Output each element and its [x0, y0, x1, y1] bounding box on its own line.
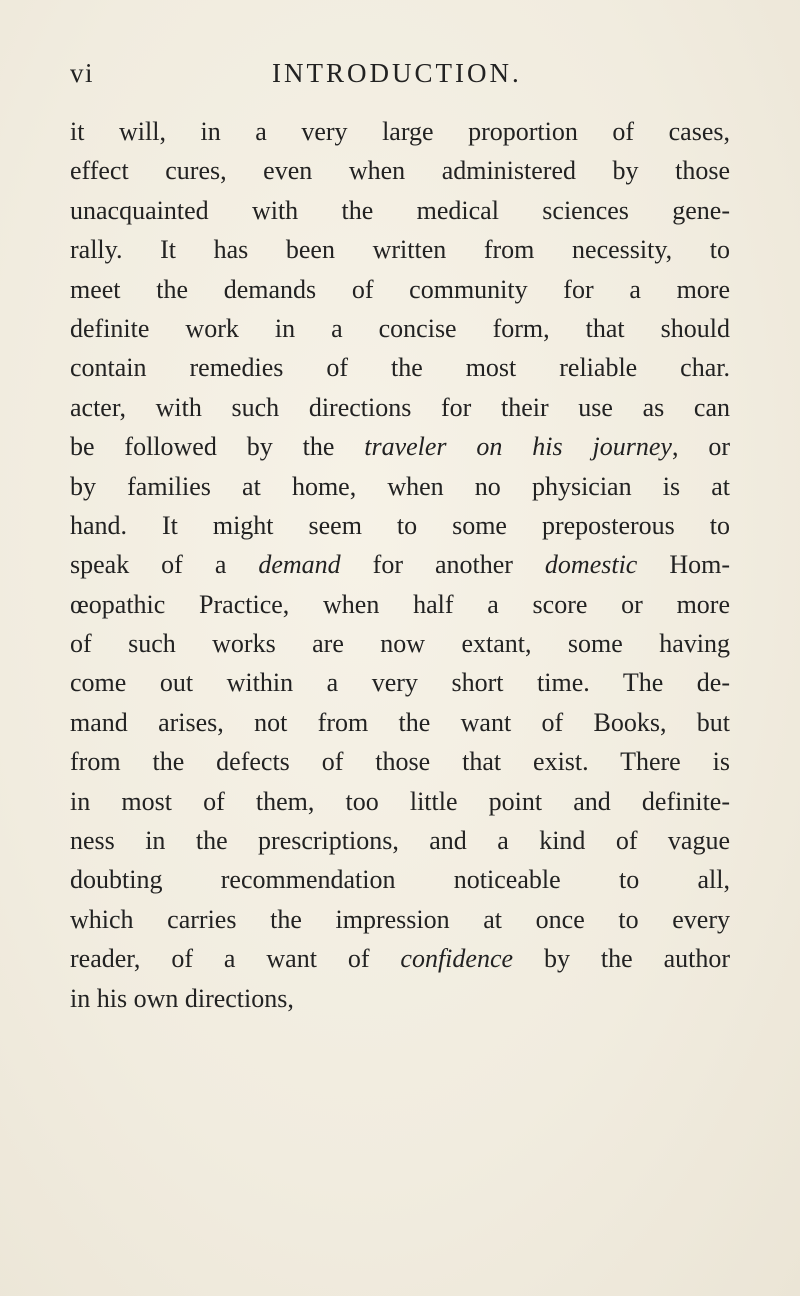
text-line	[70, 427, 730, 466]
text-line	[70, 191, 730, 230]
text-segment: come out within a very short time. The de-	[70, 668, 730, 698]
text-line	[70, 742, 730, 781]
text-segment: in his own directions,	[70, 983, 294, 1013]
text-segment: mand arises, not from the want of Books, but	[70, 707, 730, 737]
text-segment: speak of a	[70, 550, 259, 580]
text-line	[70, 348, 730, 387]
text-segment: Hom-	[637, 550, 730, 580]
text-segment: definite work in a concise form, that should	[70, 313, 730, 343]
text-segment: , or	[671, 432, 730, 462]
text-segment: hand. It might seem to some preposterous to	[70, 510, 730, 540]
text-line	[70, 230, 730, 269]
text-line	[70, 782, 730, 821]
body-text	[70, 112, 730, 1018]
text-segment: by the author	[513, 944, 730, 974]
italic-text: traveler on his journey	[364, 432, 672, 462]
text-segment: reader, of a want of	[70, 944, 401, 974]
text-segment: meet the demands of community for a more	[70, 274, 730, 304]
text-line	[70, 939, 730, 978]
text-line	[70, 151, 730, 190]
text-line	[70, 703, 730, 742]
running-head: INTRODUCTION.	[272, 58, 522, 88]
italic-text: demand	[258, 550, 341, 580]
text-segment: in most of them, too little point and definite-	[70, 786, 730, 816]
text-line	[70, 309, 730, 348]
text-line	[70, 506, 730, 545]
text-segment: effect cures, even when administered by those	[70, 156, 730, 186]
text-segment: contain remedies of the most reliable char.	[70, 353, 730, 383]
text-segment: from the defects of those that exist. There is	[70, 747, 730, 777]
italic-text: domestic	[544, 550, 638, 580]
page-header	[70, 58, 730, 94]
text-segment: it will, in a very large proportion of cases,	[70, 117, 730, 146]
text-line	[70, 388, 730, 427]
text-line	[70, 270, 730, 309]
italic-text: confidence	[400, 944, 514, 974]
text-segment: be followed by the	[70, 432, 365, 462]
text-line	[70, 545, 730, 584]
text-segment: unacquainted with the medical sciences gene-	[70, 195, 730, 225]
text-segment: of such works are now extant, some having	[70, 629, 730, 659]
text-segment: doubting recommendation noticeable to all,	[70, 865, 730, 895]
text-segment: rally. It has been written from necessity, to	[70, 235, 730, 265]
text-segment: œopathic Practice, when half a score or more	[70, 589, 730, 619]
text-line	[70, 585, 730, 624]
text-segment: by families at home, when no physician is at	[70, 471, 730, 501]
page-number: vi	[70, 58, 95, 88]
text-segment: which carries the impression at once to every	[70, 904, 730, 934]
text-line	[70, 624, 730, 663]
text-line	[70, 821, 730, 860]
text-segment: acter, with such directions for their use as can	[70, 392, 730, 422]
text-line	[70, 467, 730, 506]
text-line	[70, 860, 730, 899]
text-line	[70, 979, 730, 1018]
text-segment: for another	[340, 550, 545, 580]
text-segment: ness in the prescriptions, and a kind of vague	[70, 826, 730, 856]
text-line	[70, 112, 730, 151]
text-line	[70, 900, 730, 939]
text-line	[70, 663, 730, 702]
